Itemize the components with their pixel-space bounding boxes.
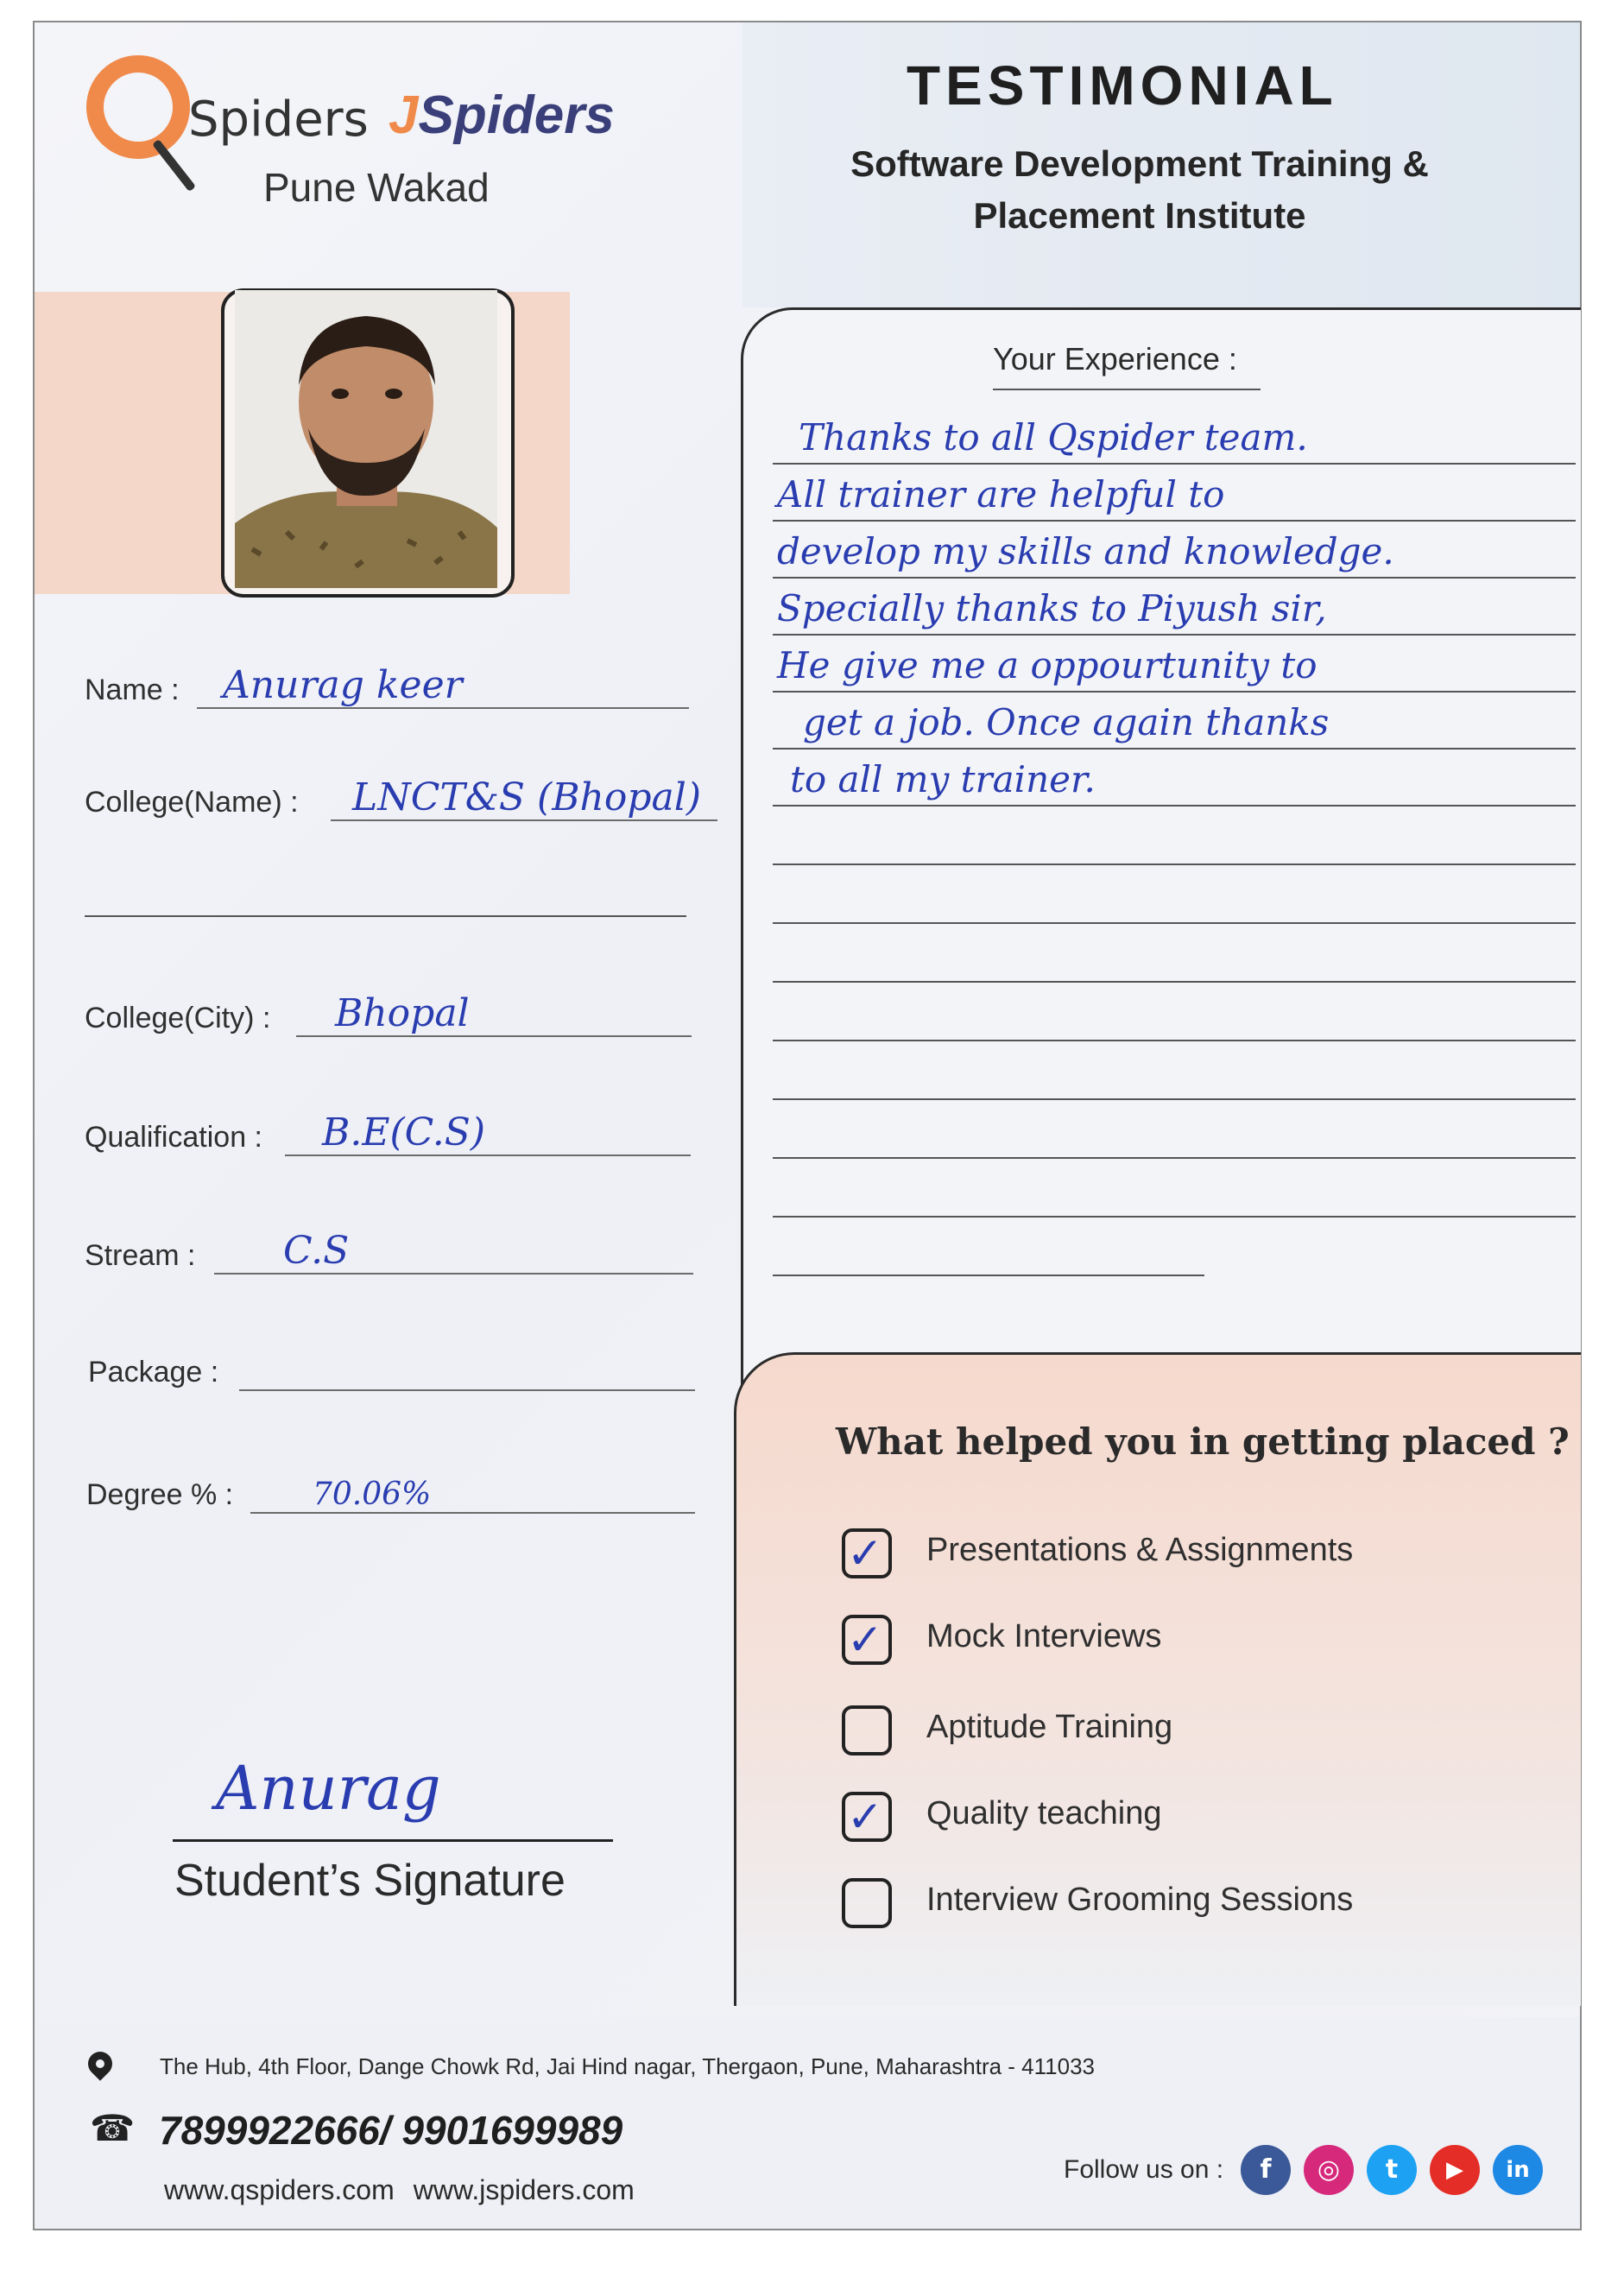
experience-rule <box>773 1040 1576 1041</box>
degree-percent-field <box>86 1477 432 1512</box>
college-name-field <box>85 775 701 819</box>
college-name-label: College(Name) : <box>85 786 299 819</box>
signature-label: Student’s Signature <box>174 1856 566 1906</box>
experience-rule <box>773 863 1576 865</box>
experience-rule <box>773 577 1576 579</box>
experience-rule <box>773 520 1576 522</box>
college-name-extra-line <box>85 915 686 917</box>
footer-phone: 7899922666/ 9901699989 <box>159 2108 623 2153</box>
jspiders-rest: Spiders <box>418 85 615 145</box>
experience-rule <box>773 922 1576 924</box>
experience-title: Your Experience : <box>993 341 1237 376</box>
option-label: Interview Grooming Sessions <box>926 1882 1354 1918</box>
student-photo-icon <box>235 290 497 588</box>
name-label: Name : <box>85 674 180 706</box>
experience-rule <box>773 981 1576 983</box>
option-label: Mock Interviews <box>926 1618 1162 1654</box>
footer-websites <box>164 2174 654 2206</box>
experience-line: Specially thanks to Piyush sir, <box>777 587 1327 629</box>
checkmark-icon: ✓ <box>847 1615 883 1665</box>
option-label: Aptitude Training <box>926 1709 1173 1745</box>
college-city-label: College(City) : <box>85 1002 271 1034</box>
experience-title-underline <box>993 389 1261 390</box>
page-subtitle <box>760 138 1520 242</box>
stream-field <box>85 1229 350 1273</box>
youtube-icon[interactable]: ▶ <box>1430 2145 1480 2195</box>
branch-location: Pune Wakad <box>263 165 490 210</box>
experience-line: develop my skills and knowledge. <box>777 530 1394 572</box>
experience-rule <box>773 1275 1204 1276</box>
follow-us-label: Follow us on : <box>1064 2155 1224 2184</box>
jspiders-j: J <box>389 85 419 145</box>
package-field <box>88 1356 218 1389</box>
college-city-field <box>85 991 470 1035</box>
qspiders-website-link[interactable]: www.qspiders.com <box>164 2174 395 2205</box>
option-label: Quality teaching <box>926 1795 1162 1831</box>
instagram-icon[interactable]: ◎ <box>1304 2145 1354 2195</box>
experience-panel <box>741 307 1581 1398</box>
experience-rule <box>773 691 1576 693</box>
experience-rule <box>773 634 1576 636</box>
degree-percent-value: 70.06% <box>313 1477 432 1512</box>
page-title: TESTIMONIAL <box>907 54 1338 117</box>
package-underline <box>239 1389 695 1391</box>
qspiders-wordmark: Spiders <box>188 92 369 148</box>
experience-line: He give me a oppourtunity to <box>777 644 1318 686</box>
qualification-label: Qualification : <box>85 1121 262 1154</box>
college-city-underline <box>296 1035 692 1037</box>
experience-rule <box>773 1098 1576 1100</box>
experience-rule <box>773 463 1576 465</box>
name-field <box>85 663 463 707</box>
degree-percent-label: Degree % : <box>86 1478 234 1511</box>
stream-underline <box>214 1273 693 1275</box>
qualification-field <box>85 1110 485 1154</box>
subtitle-line-1: Software Development Training & <box>850 143 1429 184</box>
college-name-value: LNCT&S (Bhopal) <box>352 775 701 819</box>
jspiders-wordmark <box>389 85 615 146</box>
student-signature-handwriting: Anurag <box>216 1753 441 1824</box>
experience-line: Thanks to all Qspider team. <box>799 416 1308 459</box>
subtitle-line-2: Placement Institute <box>973 195 1306 236</box>
option-label: Presentations & Assignments <box>926 1532 1354 1568</box>
name-underline <box>197 707 689 709</box>
stream-label: Stream : <box>85 1239 196 1272</box>
experience-rule <box>773 1216 1576 1218</box>
experience-line: All trainer are helpful to <box>777 473 1225 516</box>
signature-line <box>173 1839 613 1842</box>
checkmark-icon: ✓ <box>847 1528 883 1578</box>
q-logo-ring <box>86 55 190 159</box>
experience-line: get a job. Once again thanks <box>803 701 1330 743</box>
phone-icon: ☎ <box>90 2107 136 2149</box>
name-value: Anurag keer <box>223 663 463 707</box>
checkbox-interview-grooming[interactable] <box>842 1878 892 1928</box>
linkedin-icon[interactable]: in <box>1493 2145 1543 2195</box>
checkbox-aptitude-training[interactable] <box>842 1705 892 1755</box>
twitter-icon[interactable]: t <box>1367 2145 1417 2195</box>
college-name-underline <box>331 819 717 821</box>
experience-rule <box>773 805 1576 807</box>
facebook-icon[interactable]: f <box>1241 2145 1291 2195</box>
student-photo <box>235 290 497 588</box>
experience-rule <box>773 1157 1576 1159</box>
qualification-value: B.E(C.S) <box>322 1110 485 1154</box>
qualification-underline <box>285 1154 691 1156</box>
placement-factors-title: What helped you in getting placed ? <box>836 1420 1570 1463</box>
package-label: Package : <box>88 1356 219 1389</box>
college-city-value: Bhopal <box>335 991 470 1035</box>
stream-value: C.S <box>283 1229 350 1273</box>
jspiders-website-link[interactable]: www.jspiders.com <box>413 2174 635 2205</box>
checkmark-icon: ✓ <box>847 1792 883 1842</box>
experience-rule <box>773 748 1576 750</box>
degree-percent-underline <box>250 1512 695 1514</box>
experience-line: to all my trainer. <box>790 758 1096 800</box>
footer-address: The Hub, 4th Floor, Dange Chowk Rd, Jai Hind nagar, Thergaon, Pune, Maharashtra - 411033 <box>160 2053 1096 2079</box>
